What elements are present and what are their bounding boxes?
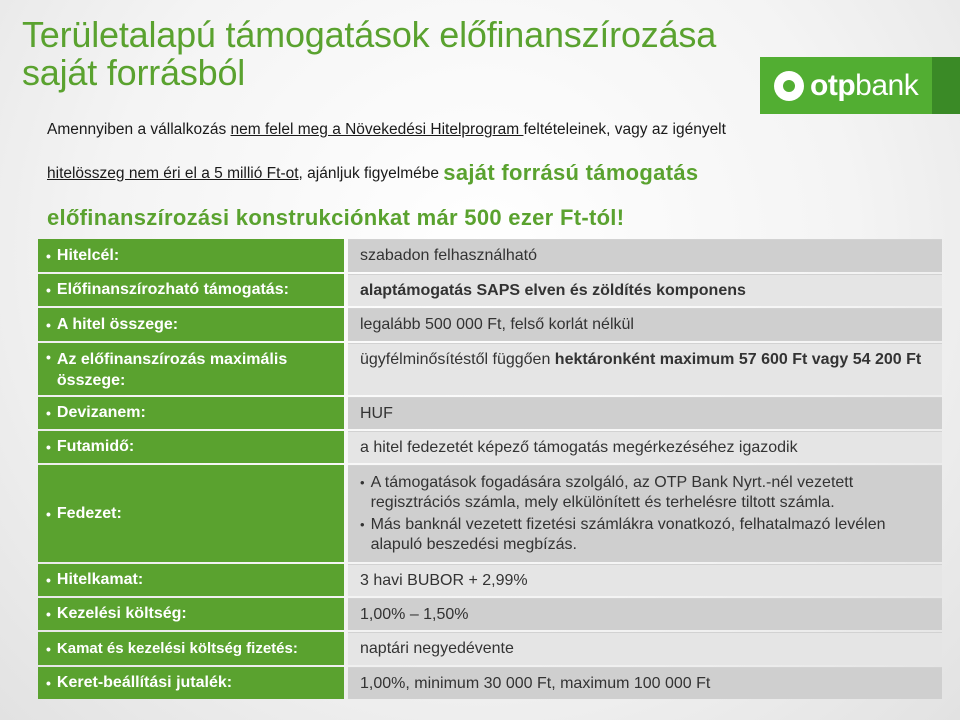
intro-highlight-1: saját forrású támogatás [443, 160, 699, 185]
table-row [38, 343, 942, 395]
row-value: 3 havi BUBOR + 2,99% [348, 564, 942, 596]
row-label: • Devizanem: [38, 397, 344, 429]
row-label: • Kezelési költség: [38, 598, 344, 630]
intro-highlight-2: előfinanszírozási konstrukciónkat már 500 ezer Ft-tól! [47, 205, 625, 230]
list-item: • Más banknál vezetett fizetési számlákra vonatkozó, felhatalmazó levélen alapuló beszedési megbízás. [360, 516, 886, 553]
row-label: • Kamat és kezelési költség fizetés: [38, 632, 344, 665]
row-label: • Hitelcél: [38, 239, 344, 272]
row-value: legalább 500 000 Ft, felső korlát nélkül [348, 308, 942, 341]
table-row [38, 397, 942, 429]
row-value: a hitel fedezetét képező támogatás megérkezéséhez igazodik [348, 431, 942, 463]
otp-bank-logo [760, 57, 960, 114]
table-row [38, 239, 942, 272]
table-row [38, 308, 942, 341]
row-label: • Fedezet: [38, 465, 344, 562]
table-row [38, 632, 942, 665]
row-value: naptári negyedévente [348, 632, 942, 665]
page-title [22, 16, 716, 92]
otp-logo-icon [774, 71, 804, 101]
row-value: alaptámogatás SAPS elven és zöldítés komponens [348, 274, 942, 306]
row-label: • Keret-beállítási jutalék: [38, 667, 344, 699]
row-value: szabadon felhasználható [348, 239, 942, 272]
row-label: • Előfinanszírozható támogatás: [38, 274, 344, 306]
row-value: HUF [348, 397, 942, 429]
row-label: • Hitelkamat: [38, 564, 344, 596]
row-label: • Az előfinanszírozás maximális összege: [38, 343, 344, 395]
list-item: • A támogatások fogadására szolgáló, az OTP Bank Nyrt.-nél vezetett regisztrációs számla, mely elkülönített és terhelésre tiltott számla. [360, 474, 854, 511]
intro-line-1: Amennyiben a vállalkozás nem felel meg a Növekedési Hitelprogram feltételeinek, vagy az igényelt [47, 121, 726, 138]
row-value: 1,00% – 1,50% [348, 598, 942, 630]
intro-underlined-2: hitelösszeg nem éri el a 5 millió Ft-ot [47, 165, 299, 182]
table-row [38, 564, 942, 596]
title-line-2: saját forrásból [22, 52, 246, 93]
table-row [38, 431, 942, 463]
title-line-1: Területalapú támogatások előfinanszírozása [22, 14, 717, 55]
logo-text: otpbank [810, 68, 919, 102]
row-value: 1,00%, minimum 30 000 Ft, maximum 100 000 Ft [348, 667, 942, 699]
logo-accent-bar [932, 57, 960, 114]
intro-underlined-1: nem felel meg a Növekedési Hitelprogram [230, 121, 524, 138]
conditions-table [38, 239, 942, 701]
row-label: • A hitel összege: [38, 308, 344, 341]
row-label: • Futamidő: [38, 431, 344, 463]
intro-line-2: hitelösszeg nem éri el a 5 millió Ft-ot, ajánljuk figyelmébe saját forrású támogatás [47, 160, 699, 185]
table-row [38, 667, 942, 699]
row-value [348, 465, 942, 562]
table-row [38, 598, 942, 630]
row-value: ügyfélminősítéstől függően hektáronként maximum 57 600 Ft vagy 54 200 Ft [348, 343, 942, 395]
table-row [38, 465, 942, 562]
table-row [38, 274, 942, 306]
